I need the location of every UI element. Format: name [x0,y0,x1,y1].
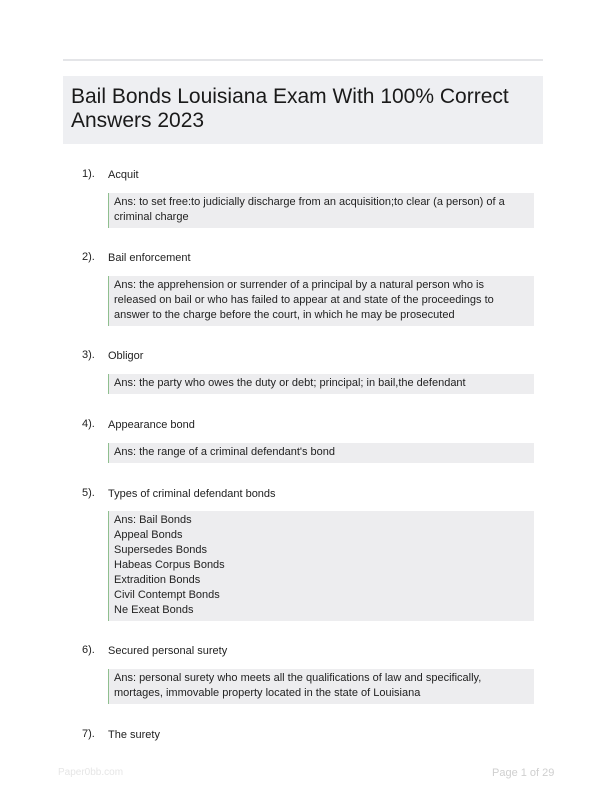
item-number: 3). [82,349,95,361]
item-number: 4). [82,418,95,430]
item-number: 1). [82,168,95,180]
title-banner [63,76,543,144]
answer-box: Ans: the range of a criminal defendant's bond [108,443,534,463]
answer-box: Ans: Bail Bonds Appeal Bonds Supersedes Bonds Habeas Corpus Bonds Extradition Bonds Civil Contempt Bonds Ne Exeat Bonds [108,511,534,621]
item-number: 2). [82,251,95,263]
question-term: Secured personal surety [108,645,228,657]
answer-box: Ans: personal surety who meets all the qualifications of law and specifically, mortages, immovable property located in the state of Louisiana [108,669,534,704]
question-term: Acquit [108,169,139,181]
question-term: Obligor [108,350,144,362]
question-term: Appearance bond [108,419,195,431]
item-number: 6). [82,644,95,656]
document-title: Bail Bonds Louisiana Exam With 100% Correct Answers 2023 [71,85,509,132]
question-term: The surety [108,729,160,741]
question-term: Bail enforcement [108,252,191,264]
footer-watermark: Paper0bb.com [58,767,124,778]
top-rule [63,59,543,61]
item-number: 5). [82,487,95,499]
answer-box: Ans: the apprehension or surrender of a principal by a natural person who is released on bail or who has failed to appear at and state of the proceedings to answer to the charge before the court, in which he may be prosecuted [108,276,534,326]
page-number: Page 1 of 29 [492,767,555,779]
question-term: Types of criminal defendant bonds [108,488,276,500]
answer-box: Ans: to set free:to judicially discharge from an acquisition;to clear (a person) of a criminal charge [108,193,534,228]
answer-box: Ans: the party who owes the duty or debt; principal; in bail,the defendant [108,374,534,394]
item-number: 7). [82,728,95,740]
